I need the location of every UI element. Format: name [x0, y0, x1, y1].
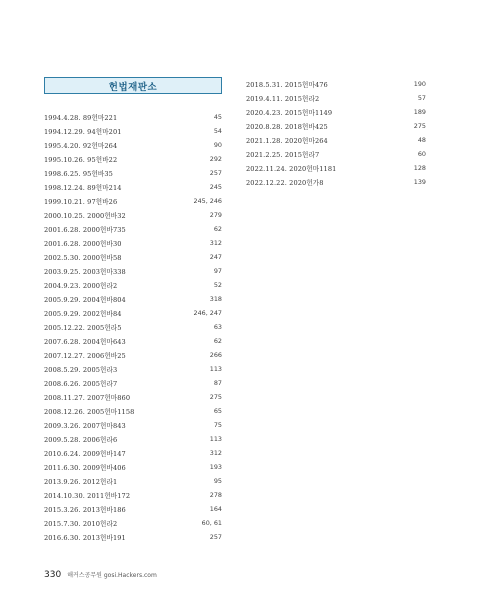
case-reference: 2021.1.28. 2020헌마264	[246, 137, 328, 145]
page-reference: 193	[209, 463, 222, 471]
page-reference: 97	[213, 267, 222, 275]
section-header	[44, 77, 222, 94]
page-reference: 52	[213, 281, 222, 289]
page-reference: 95	[213, 477, 222, 485]
case-reference: 2001.6.28. 2000헌바735	[44, 226, 126, 234]
case-reference: 2021.2.25. 2015헌라7	[246, 151, 320, 159]
index-entry	[246, 77, 426, 91]
case-reference: 2011.6.30. 2009헌바406	[44, 464, 126, 472]
case-reference: 2007.12.27. 2006헌바25	[44, 352, 126, 360]
page-reference: 113	[209, 365, 222, 373]
page-reference: 65	[213, 407, 222, 415]
page-reference: 90	[213, 141, 222, 149]
page-reference: 275	[413, 122, 426, 130]
index-entry	[44, 404, 222, 418]
page-reference: 247	[209, 253, 222, 261]
index-entry	[44, 446, 222, 460]
index-entry	[44, 194, 222, 208]
index-entry	[44, 418, 222, 432]
page-reference: 128	[413, 164, 426, 172]
index-entry	[44, 348, 222, 362]
case-reference: 2005.12.22. 2005헌라5	[44, 324, 122, 332]
footer-brand: 해커스공무원 gosi.Hackers.com	[67, 572, 157, 579]
page-reference: 278	[209, 491, 222, 499]
case-reference: 2014.10.30. 2011헌바172	[44, 492, 131, 500]
page-reference: 63	[213, 323, 222, 331]
page-reference: 275	[209, 393, 222, 401]
page-reference: 312	[209, 239, 222, 247]
case-reference: 2022.11.24. 2020헌마1181	[246, 165, 337, 173]
index-entry	[246, 147, 426, 161]
case-reference: 1994.12.29. 94헌마201	[44, 128, 122, 136]
page-reference: 257	[209, 169, 222, 177]
case-reference: 2015.7.30. 2010헌라2	[44, 520, 118, 528]
case-reference: 2019.4.11. 2015헌라2	[246, 95, 320, 103]
index-entry	[44, 222, 222, 236]
case-reference: 2004.9.23. 2000헌라2	[44, 282, 118, 290]
index-column-right	[246, 77, 426, 189]
case-reference: 2022.12.22. 2020헌가8	[246, 179, 324, 187]
page-reference: 190	[413, 80, 426, 88]
index-entry	[44, 488, 222, 502]
case-reference: 2005.9.29. 2002헌바84	[44, 310, 122, 318]
page-reference: 62	[213, 225, 222, 233]
index-entry	[44, 124, 222, 138]
case-reference: 2020.4.23. 2015헌마1149	[246, 109, 333, 117]
index-entry	[44, 152, 222, 166]
case-reference: 2007.6.28. 2004헌마643	[44, 338, 126, 346]
case-reference: 2008.5.29. 2005헌라3	[44, 366, 118, 374]
case-reference: 2002.5.30. 2000헌바58	[44, 254, 122, 262]
index-entry	[44, 250, 222, 264]
index-entry	[44, 180, 222, 194]
page-reference: 45	[213, 113, 222, 121]
index-entry	[246, 161, 426, 175]
page-reference: 312	[209, 449, 222, 457]
page-reference: 292	[209, 155, 222, 163]
case-reference: 2013.9.26. 2012헌라1	[44, 478, 118, 486]
page-reference: 57	[417, 94, 426, 102]
case-reference: 2001.6.28. 2000헌바30	[44, 240, 122, 248]
index-entry	[44, 264, 222, 278]
index-entry	[44, 516, 222, 530]
page-reference: 279	[209, 211, 222, 219]
index-entry	[246, 91, 426, 105]
page-reference: 257	[209, 533, 222, 541]
case-reference: 2005.9.29. 2004헌바804	[44, 296, 126, 304]
case-reference: 1998.6.25. 95헌바35	[44, 170, 113, 178]
index-entry	[44, 278, 222, 292]
index-entry	[44, 208, 222, 222]
page-reference: 60	[417, 150, 426, 158]
page-reference: 87	[213, 379, 222, 387]
case-reference: 1995.10.26. 95헌바22	[44, 156, 118, 164]
page-reference: 48	[417, 136, 426, 144]
case-reference: 2000.10.25. 2000헌바32	[44, 212, 126, 220]
index-entry	[44, 474, 222, 488]
case-reference: 2008.12.26. 2005헌마1158	[44, 408, 135, 416]
page-reference: 189	[413, 108, 426, 116]
index-entry	[44, 306, 222, 320]
index-entry	[44, 166, 222, 180]
page-reference: 75	[213, 421, 222, 429]
case-reference: 2015.3.26. 2013헌바186	[44, 506, 126, 514]
page-reference: 164	[209, 505, 222, 513]
page-reference: 245	[209, 183, 222, 191]
case-reference: 2009.5.28. 2006헌라6	[44, 436, 118, 444]
index-entry	[44, 362, 222, 376]
index-entry	[44, 432, 222, 446]
case-reference: 2018.5.31. 2015헌마476	[246, 81, 328, 89]
index-entry	[246, 175, 426, 189]
page-reference: 54	[213, 127, 222, 135]
section-title: 헌법재판소	[108, 81, 158, 93]
page-footer	[44, 570, 157, 580]
index-entry	[246, 105, 426, 119]
index-entry	[44, 320, 222, 334]
case-reference: 2003.9.25. 2003헌마338	[44, 268, 126, 276]
case-reference: 2008.6.26. 2005헌라7	[44, 380, 118, 388]
index-entry	[44, 236, 222, 250]
index-column-left	[44, 110, 222, 544]
case-reference: 2010.6.24. 2009헌바147	[44, 450, 126, 458]
case-reference: 2009.3.26. 2007헌마843	[44, 422, 126, 430]
page-reference: 318	[209, 295, 222, 303]
page-reference: 60, 61	[201, 519, 222, 527]
case-reference: 2016.6.30. 2013헌바191	[44, 534, 126, 542]
case-reference: 2020.8.28. 2018헌바425	[246, 123, 328, 131]
page-reference: 62	[213, 337, 222, 345]
index-entry	[44, 502, 222, 516]
index-entry	[44, 110, 222, 124]
index-entry	[44, 390, 222, 404]
index-entry	[44, 460, 222, 474]
index-entry	[44, 376, 222, 390]
index-entry	[44, 530, 222, 544]
index-entry	[44, 138, 222, 152]
case-reference: 1995.4.20. 92헌마264	[44, 142, 118, 150]
page-reference: 266	[209, 351, 222, 359]
case-reference: 1998.12.24. 89헌마214	[44, 184, 122, 192]
case-reference: 1994.4.28. 89헌마221	[44, 114, 118, 122]
index-entry	[44, 292, 222, 306]
page-reference: 139	[413, 178, 426, 186]
page-reference: 113	[209, 435, 222, 443]
case-reference: 1999.10.21. 97헌바26	[44, 198, 118, 206]
index-entry	[44, 334, 222, 348]
index-entry	[246, 133, 426, 147]
page-reference: 245, 246	[193, 197, 222, 205]
index-entry	[246, 119, 426, 133]
case-reference: 2008.11.27. 2007헌마860	[44, 394, 131, 402]
page-number: 330	[44, 570, 62, 580]
page-reference: 246, 247	[193, 309, 222, 317]
